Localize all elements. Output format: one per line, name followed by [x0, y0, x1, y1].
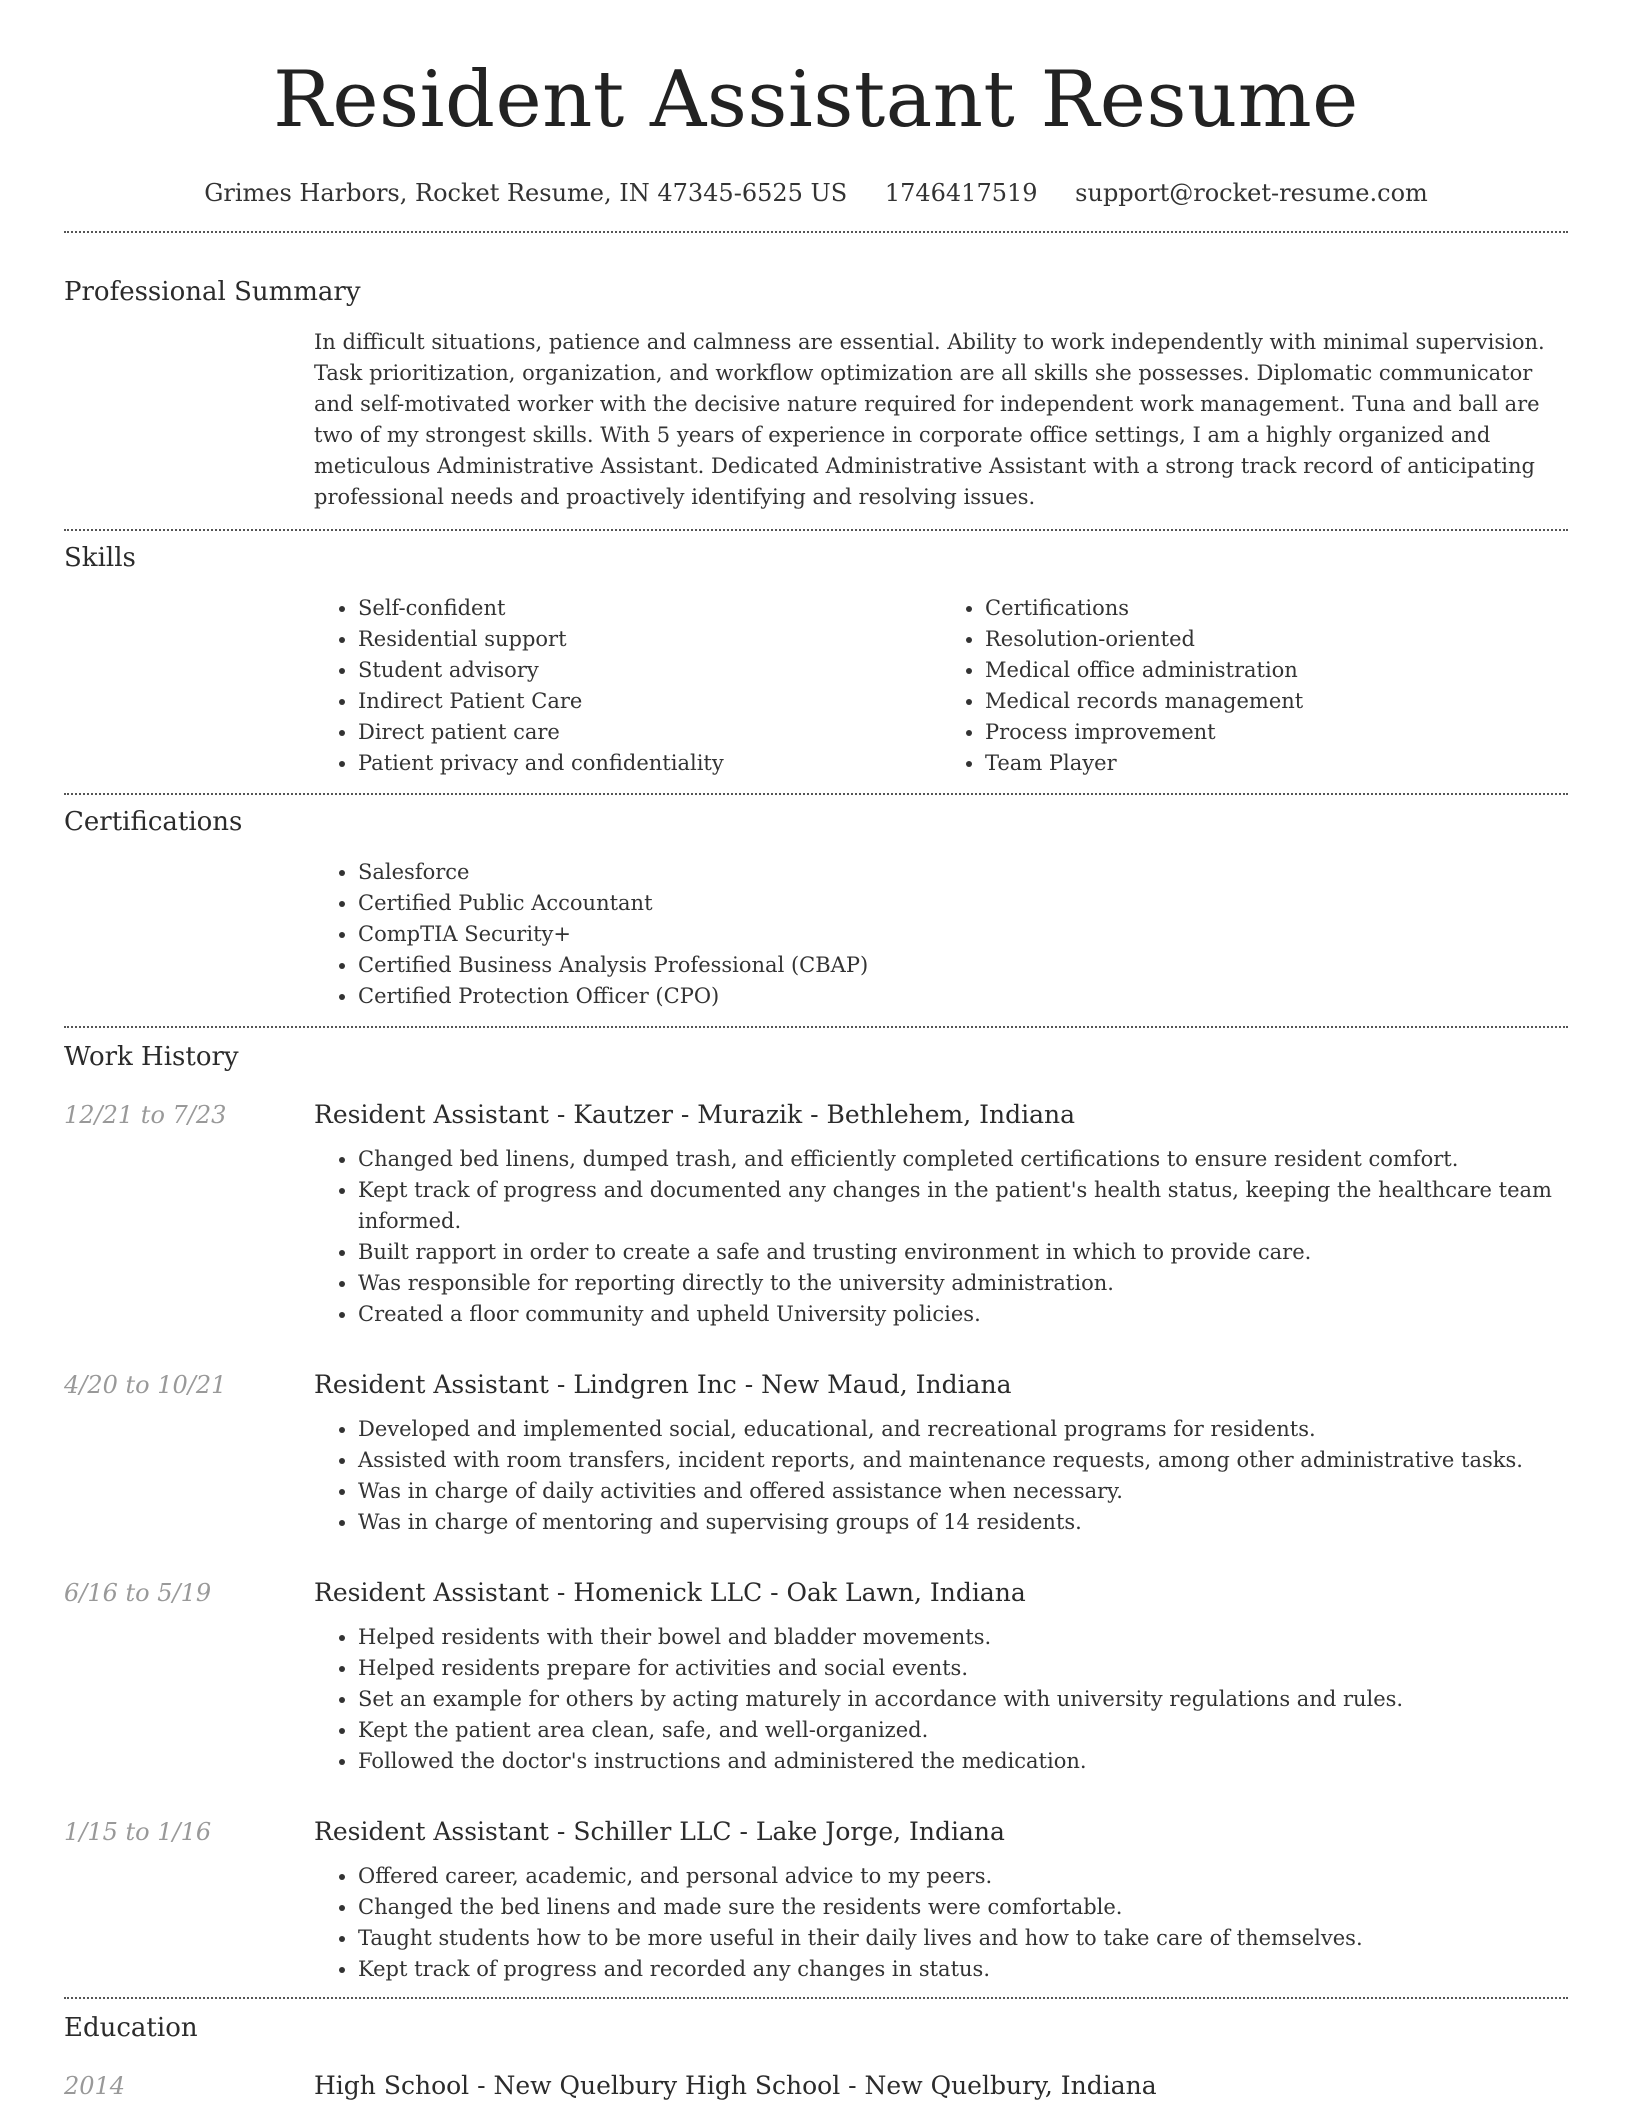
work-history-heading: Work History [64, 1042, 239, 1072]
job-bullets [314, 1622, 1568, 1777]
job-entry [64, 1576, 1568, 1777]
certification-item: • Certified Public Accountant [358, 888, 1568, 919]
skills-list-right [941, 593, 1568, 779]
certifications-heading: Certifications [64, 807, 243, 837]
skill-item: • Self-confident [358, 593, 941, 624]
job-bullet: • Built rapport in order to create a safe and trusting environment in which to provide care. [358, 1237, 1568, 1268]
summary-section [64, 233, 1568, 529]
contact-email: support@rocket-resume.com [1075, 179, 1428, 207]
certifications-section [64, 795, 1568, 1026]
skill-item: • Residential support [358, 624, 941, 655]
job-bullet: • Helped residents with their bowel and bladder movements. [358, 1622, 1568, 1653]
certification-item: • Certified Business Analysis Professional (CBAP) [358, 950, 1568, 981]
contact-phone: 1746417519 [884, 179, 1038, 207]
job-title: Resident Assistant - Lindgren Inc - New Maud, Indiana [314, 1370, 1012, 1399]
job-bullets [314, 1144, 1568, 1330]
skill-item: • Student advisory [358, 655, 941, 686]
skill-item: • Direct patient care [358, 717, 941, 748]
job-date: 4/20 to 10/21 [64, 1371, 227, 1399]
skill-item: • Medical office administration [985, 655, 1568, 686]
certification-item: • CompTIA Security+ [358, 919, 1568, 950]
job-bullet: • Kept track of progress and documented any changes in the patient's health status, keeping the healthcare team informed. [358, 1175, 1568, 1237]
summary-heading: Professional Summary [64, 277, 361, 307]
job-bullet: • Was in charge of daily activities and offered assistance when necessary. [358, 1476, 1568, 1507]
contact-address: Grimes Harbors, Rocket Resume, IN 47345-6525 US [204, 179, 848, 207]
job-date: 12/21 to 7/23 [64, 1101, 227, 1129]
job-bullet: • Assisted with room transfers, incident reports, and maintenance requests, among other administrative tasks. [358, 1445, 1568, 1476]
education-date: 2014 [64, 2072, 126, 2100]
job-bullet: • Set an example for others by acting maturely in accordance with university regulations and rules. [358, 1684, 1568, 1715]
contact-line [64, 178, 1568, 208]
job-date: 6/16 to 5/19 [64, 1579, 212, 1607]
certifications-list-wrap [314, 857, 1568, 1012]
page-title: Resident Assistant Resume [273, 55, 1359, 145]
job-bullet: • Created a floor community and upheld University policies. [358, 1299, 1568, 1330]
certifications-list [314, 857, 1568, 1012]
job-body [314, 1098, 1568, 1330]
skill-item: • Indirect Patient Care [358, 686, 941, 717]
job-bullet: • Was responsible for reporting directly to the university administration. [358, 1268, 1568, 1299]
job-bullets [314, 1861, 1568, 1985]
skill-item: • Patient privacy and confidentiality [358, 748, 941, 779]
job-body [314, 1815, 1568, 1985]
education-entry [64, 2069, 1568, 2103]
job-bullet: • Kept track of progress and recorded any changes in status. [358, 1954, 1568, 1985]
job-title: Resident Assistant - Homenick LLC - Oak Lawn, Indiana [314, 1578, 1026, 1607]
job-date: 1/15 to 1/16 [64, 1818, 212, 1846]
certification-item: • Certified Protection Officer (CPO) [358, 981, 1568, 1012]
job-body [314, 1368, 1568, 1538]
education-title: High School - New Quelbury High School - New Quelbury, Indiana [314, 2071, 1157, 2100]
skills-heading: Skills [64, 543, 136, 573]
skill-item: • Team Player [985, 748, 1568, 779]
job-entry [64, 1815, 1568, 1985]
job-bullet: • Developed and implemented social, educational, and recreational programs for residents. [358, 1414, 1568, 1445]
job-bullet: • Followed the doctor's instructions and administered the medication. [358, 1746, 1568, 1777]
job-title: Resident Assistant - Kautzer - Murazik - Bethlehem, Indiana [314, 1100, 1075, 1129]
skill-item: • Medical records management [985, 686, 1568, 717]
job-body [314, 1576, 1568, 1777]
summary-text: In difficult situations, patience and calmness are essential. Ability to work independently with minimal supervision. Task prioritization, organization, and workflow optimization are all skills she possesses. Diplomatic communicator and self-motivated worker with the decisive nature required for independent work management. Tuna and ball are two of my strongest skills. With 5 years of experience in corporate office settings, I am a highly organized and meticulous Administrative Assistant. Dedicated Administrative Assistant with a strong track record of anticipating professional needs and proactively identifying and resolving issues. [314, 330, 1545, 509]
job-bullets [314, 1414, 1568, 1538]
job-bullet: • Changed the bed linens and made sure the residents were comfortable. [358, 1892, 1568, 1923]
job-bullet: • Kept the patient area clean, safe, and well-organized. [358, 1715, 1568, 1746]
skill-item: • Resolution-oriented [985, 624, 1568, 655]
education-heading: Education [64, 2013, 198, 2043]
job-entry [64, 1098, 1568, 1330]
skills-section [64, 531, 1568, 793]
skills-grid [314, 593, 1568, 779]
job-bullet: • Was in charge of mentoring and supervising groups of 14 residents. [358, 1507, 1568, 1538]
job-entry [64, 1368, 1568, 1538]
job-bullet: • Offered career, academic, and personal advice to my peers. [358, 1861, 1568, 1892]
job-title: Resident Assistant - Schiller LLC - Lake Jorge, Indiana [314, 1817, 1005, 1846]
job-bullet: • Taught students how to be more useful in their daily lives and how to take care of themselves. [358, 1923, 1568, 1954]
certification-item: • Salesforce [358, 857, 1568, 888]
education-section [64, 1999, 1568, 2103]
work-history-section [64, 1028, 1568, 1997]
skills-list-left [314, 593, 941, 779]
skill-item: • Certifications [985, 593, 1568, 624]
skill-item: • Process improvement [985, 717, 1568, 748]
job-bullet: • Helped residents prepare for activities and social events. [358, 1653, 1568, 1684]
job-bullet: • Changed bed linens, dumped trash, and efficiently completed certifications to ensure resident comfort. [358, 1144, 1568, 1175]
